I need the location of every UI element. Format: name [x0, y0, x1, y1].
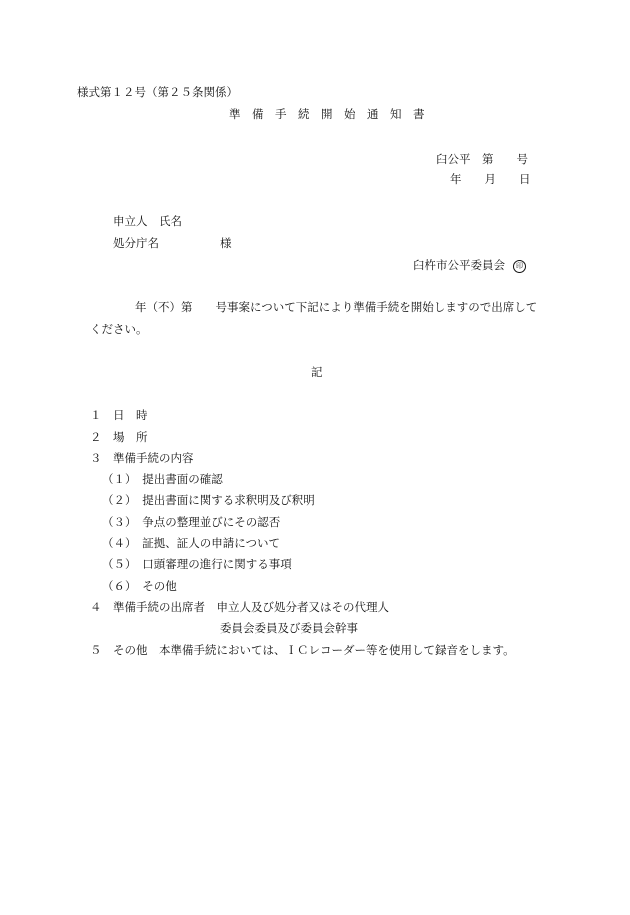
item-4-attendees: ４ 準備手続の出席者 申立人及び処分者又はその代理人	[90, 600, 389, 614]
subitem-1: （１） 提出書面の確認	[102, 472, 223, 486]
document-number: 臼公平 第 号	[436, 152, 528, 166]
seal-icon: 印	[513, 260, 526, 273]
ki-heading: 記	[311, 365, 323, 379]
subitem-3: （３） 争点の整理並びにその認否	[102, 515, 281, 529]
item-3-content: ３ 準備手続の内容	[90, 451, 194, 465]
subitem-2: （２） 提出書面に関する求釈明及び釈明	[102, 493, 315, 507]
item-4-attendees-cont: 委員会委員及び委員会幹事	[220, 621, 358, 635]
applicant-name-line: 申立人 氏名	[113, 214, 182, 228]
agency-name-line: 処分庁名	[113, 236, 159, 250]
document-date: 年 月 日	[450, 172, 531, 186]
body-text-line-1: 年（不）第 号事案について下記により準備手続を開始しますので出席して	[135, 300, 538, 314]
body-text-line-2: ください。	[90, 322, 148, 336]
sender-name: 臼杵市公平委員会	[413, 258, 505, 272]
subitem-6: （６） その他	[102, 579, 177, 593]
item-1-datetime: １ 日 時	[90, 408, 148, 422]
sender-line	[413, 258, 526, 273]
honorific: 様	[220, 236, 232, 250]
subitem-5: （５） 口頭審理の進行に関する事項	[102, 557, 292, 571]
document-title: 準 備 手 続 開 始 通 知 書	[229, 107, 425, 121]
form-number: 様式第１２号（第２５条関係）	[77, 85, 238, 99]
subitem-4: （４） 証拠、証人の申請について	[102, 536, 281, 550]
item-5-other: ５ その他 本準備手続においては、ＩＣレコーダー等を使用して録音をします。	[90, 643, 515, 657]
item-2-place: ２ 場 所	[90, 430, 148, 444]
